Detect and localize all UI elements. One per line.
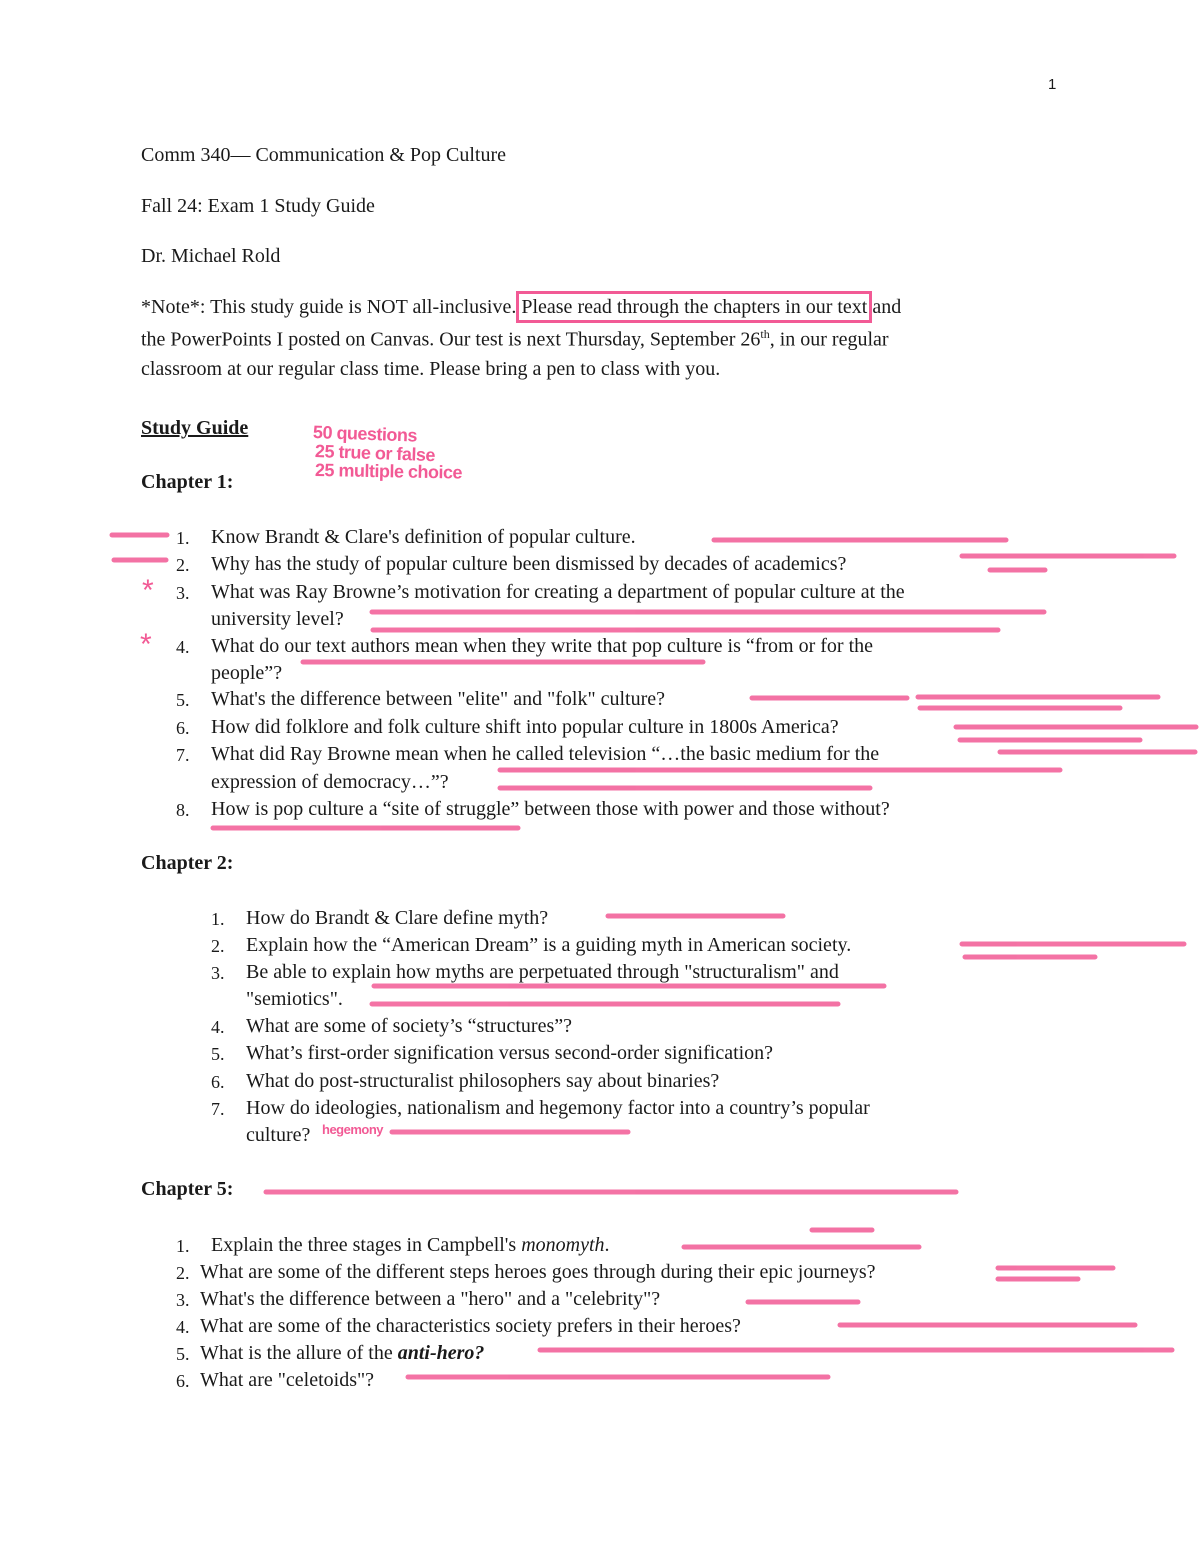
ch1-question-7: What did Ray Browne mean when he called television “…the basic medium for the xyxy=(211,743,880,765)
ch5-num-3: 3. xyxy=(176,1290,190,1310)
note-line-1 xyxy=(141,296,901,319)
ch1-num-3: 3. xyxy=(176,583,190,603)
ch5-num-6: 6. xyxy=(176,1371,190,1391)
ch5-q1-text: Explain the three stages in Campbell's xyxy=(211,1234,522,1256)
ch5-question-4: What are some of the characteristics society prefers in their heroes? xyxy=(200,1315,741,1337)
ch1-num-7: 7. xyxy=(176,745,190,765)
ch2-num-1: 1. xyxy=(211,909,225,929)
ch1-question-2: Why has the study of popular culture been dismissed by decades of academics? xyxy=(211,553,847,575)
ch2-num-7: 7. xyxy=(211,1099,225,1119)
ch1-num-8: 8. xyxy=(176,800,190,820)
note-highlight-box: Please read through the chapters in our text xyxy=(521,296,868,318)
ch2-question-2: Explain how the “American Dream” is a guiding myth in American society. xyxy=(246,934,852,956)
scribble-ch5-q1 xyxy=(684,1230,919,1247)
ch5-q5-emphasis: anti-hero? xyxy=(397,1342,485,1364)
annotation-question-count: 50 questions xyxy=(312,422,418,446)
annotation-true-false: 25 true or false xyxy=(314,441,436,466)
ch1-question-8: How is pop culture a “site of struggle” between those with power and those without? xyxy=(211,798,890,820)
ch2-question-7-cont: culture? xyxy=(246,1124,311,1146)
ch2-num-4: 4. xyxy=(211,1017,225,1037)
ch1-question-4-cont: people”? xyxy=(211,662,283,684)
ch1-num-6: 6. xyxy=(176,718,190,738)
ch5-q1-emphasis: monomyth xyxy=(521,1234,605,1256)
ch1-question-6: How did folklore and folk culture shift into popular culture in 1800s America? xyxy=(211,716,839,738)
ch2-question-1: How do Brandt & Clare define myth? xyxy=(246,907,549,929)
scribble-ch1-q2 xyxy=(962,556,1174,570)
exam-title: Fall 24: Exam 1 Study Guide xyxy=(141,195,375,217)
ch1-question-4: What do our text authors mean when they write that pop culture is “from or for the xyxy=(211,635,874,657)
chapter-1-heading: Chapter 1: xyxy=(141,471,234,493)
ch5-q5-text: What is the allure of the xyxy=(200,1342,398,1364)
note-prefix: *Note*: This study guide is NOT all-inclusive. xyxy=(141,296,522,318)
scribble-ch2-q2 xyxy=(962,944,1184,957)
ch2-question-3-cont: "semiotics". xyxy=(246,988,343,1010)
chapter-5-heading: Chapter 5: xyxy=(141,1178,234,1200)
ch2-num-6: 6. xyxy=(211,1072,225,1092)
scribble-ch2-q3 xyxy=(372,986,884,1004)
ch2-question-5: What’s first-order signification versus second-order signification? xyxy=(246,1042,774,1064)
note-line-2-end: , in our regular xyxy=(769,328,889,351)
ch2-num-5: 5. xyxy=(211,1044,225,1064)
ch5-question-2: What are some of the different steps heroes goes through during their epic journeys? xyxy=(200,1261,876,1283)
ch5-num-4: 4. xyxy=(176,1317,190,1337)
ch1-question-5: What's the difference between "elite" and "folk" culture? xyxy=(211,688,666,710)
scribble-ch1-q5 xyxy=(752,697,1158,708)
ch1-num-5: 5. xyxy=(176,690,190,710)
ch5-q1-end: . xyxy=(604,1234,610,1256)
page-number: 1 xyxy=(1048,76,1057,93)
ch5-num-5: 5. xyxy=(176,1344,190,1364)
ch2-question-3: Be able to explain how myths are perpetuated through "structuralism" and xyxy=(246,961,839,983)
note-after-box: and xyxy=(867,296,902,318)
ch5-question-1 xyxy=(211,1234,610,1257)
note-line-3: classroom at our regular class time. Please bring a pen to class with you. xyxy=(141,358,721,380)
ch5-num-1: 1. xyxy=(176,1236,190,1256)
note-line-2 xyxy=(141,327,889,352)
ch1-num-2: 2. xyxy=(176,555,190,575)
ch2-question-4: What are some of society’s “structures”? xyxy=(246,1015,572,1037)
ch1-question-7-cont: expression of democracy…”? xyxy=(211,771,449,793)
ch2-num-3: 3. xyxy=(211,963,225,983)
annotation-star-q4: * xyxy=(140,628,152,661)
ch5-question-5 xyxy=(200,1342,484,1365)
scribble-ch1-q6 xyxy=(956,727,1196,740)
scribble-ch1-q3 xyxy=(372,612,1044,630)
ch5-num-2: 2. xyxy=(176,1263,190,1283)
instructor-name: Dr. Michael Rold xyxy=(141,245,281,267)
annotation-star-q3: * xyxy=(142,574,154,607)
ch2-question-6: What do post-structuralist philosophers say about binaries? xyxy=(246,1070,720,1092)
ch2-num-2: 2. xyxy=(211,936,225,956)
course-title: Comm 340— Communication & Pop Culture xyxy=(141,144,506,166)
ch1-num-4: 4. xyxy=(176,637,190,657)
scribble-ch5-q2 xyxy=(998,1268,1113,1279)
ch1-question-3-cont: university level? xyxy=(211,608,344,630)
ch1-question-1: Know Brandt & Clare's definition of popular culture. xyxy=(211,526,636,548)
study-guide-heading: Study Guide xyxy=(141,417,249,439)
chapter-2-heading: Chapter 2: xyxy=(141,852,234,874)
ch1-question-3: What was Ray Browne’s motivation for creating a department of popular culture at the xyxy=(211,581,905,603)
ch1-num-1: 1. xyxy=(176,528,190,548)
note-line-2-text: the PowerPoints I posted on Canvas. Our test is next Thursday, September 26 xyxy=(141,328,761,351)
ch2-question-7: How do ideologies, nationalism and hegemony factor into a country’s popular xyxy=(246,1097,870,1119)
note-line-2-sup: th xyxy=(760,327,770,341)
annotation-multiple-choice: 25 multiple choice xyxy=(314,460,463,483)
annotation-hegemony: hegemony xyxy=(322,1122,384,1137)
ch5-question-6: What are "celetoids"? xyxy=(200,1369,375,1391)
ch5-question-3: What's the difference between a "hero" and a "celebrity"? xyxy=(200,1288,661,1310)
